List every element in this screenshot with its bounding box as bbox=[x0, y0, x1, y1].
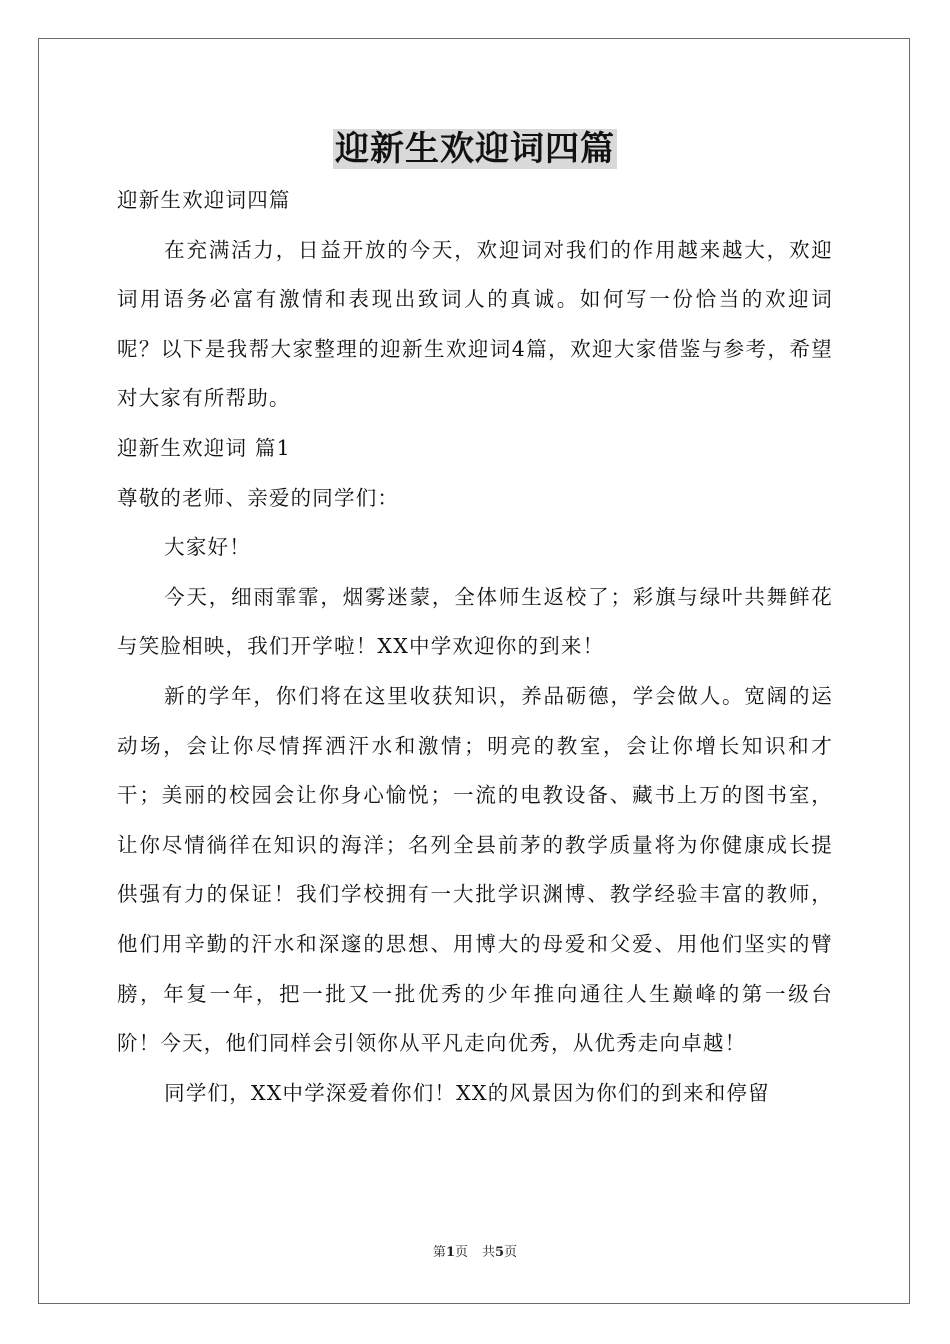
body-paragraph: 同学们，XX中学深爱着你们！XX的风景因为你们的到来和停留 bbox=[164, 1080, 770, 1105]
intro-paragraph: 在充满活力，日益开放的今天，欢迎词对我们的作用越来越大，欢迎词用语务必富有激情和表现出致词人的真诚。如何写一份恰当的欢迎词呢？以下是我帮大家整理的迎新生欢迎词4篇，欢迎大家借鉴与参考，希望对大家有所帮助。 bbox=[117, 237, 833, 411]
page-number: 1 bbox=[445, 1245, 455, 1260]
greeting-paragraph: 大家好！ bbox=[164, 535, 251, 560]
body-paragraph: 今天，细雨霏霏，烟雾迷蒙，全体师生返校了；彩旗与绿叶共舞鲜花与笑脸相映，我们开学啦！XX中学欢迎你的到来！ bbox=[117, 584, 833, 659]
body-paragraph: 新的学年，你们将在这里收获知识，养品砺德，学会做人。宽阔的运动场，会让你尽情挥洒汗水和激情；明亮的教室，会让你增长知识和才干；美丽的校园会让你身心愉悦；一流的电教设备、藏书上万的图书室，让你尽情徜徉在知识的海洋；名列全县前茅的教学质量将为你健康成长提供强有力的保证！我们学校拥有一大批学识渊博、教学经验丰富的教师，他们用辛勤的汗水和深邃的思想、用博大的母爱和父爱、用他们坚实的臂膀，年复一年，把一批又一批优秀的少年推向通往人生巅峰的第一级台阶！今天，他们同样会引领你从平凡走向优秀，从优秀走向卓越！ bbox=[117, 683, 833, 1056]
document-body bbox=[117, 176, 833, 1118]
total-suffix: 页 bbox=[504, 1245, 518, 1260]
section-heading: 迎新生欢迎词 篇1 bbox=[117, 435, 291, 460]
total-pages: 5 bbox=[495, 1245, 505, 1260]
page-footer bbox=[0, 1244, 950, 1262]
page-suffix: 页 bbox=[454, 1245, 468, 1260]
total-prefix: 共 bbox=[482, 1245, 496, 1260]
document-title-text: 迎新生欢迎词四篇 bbox=[335, 129, 615, 169]
document-title bbox=[0, 126, 950, 172]
salutation-paragraph: 尊敬的老师、亲爱的同学们： bbox=[117, 485, 400, 510]
page-prefix: 第 bbox=[432, 1245, 446, 1260]
subtitle-paragraph: 迎新生欢迎词四篇 bbox=[117, 188, 291, 212]
